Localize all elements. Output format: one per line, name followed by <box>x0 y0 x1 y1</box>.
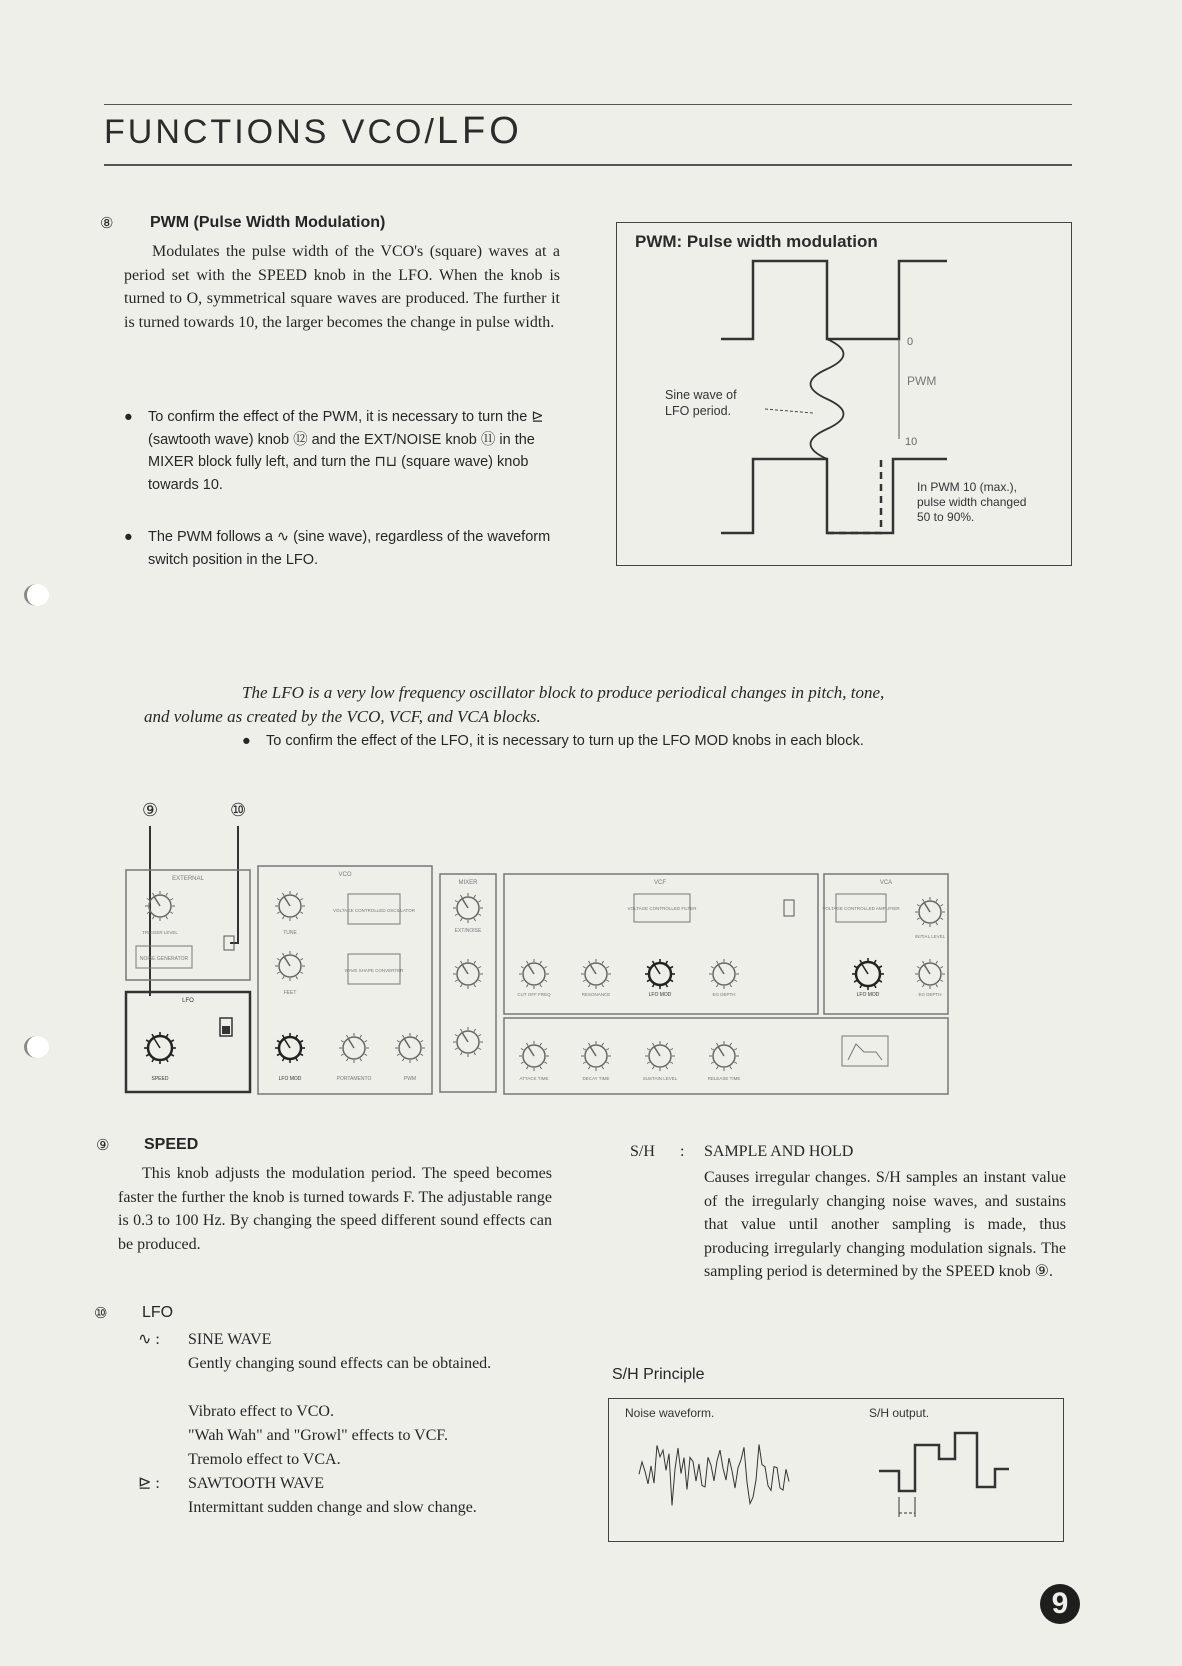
speed-text: This knob adjusts the modulation period. The speed becomes faster the further the knob is turned towards F. The adjustable range is 0.3 to 100 Hz. By changing the speed different sound effects can be produced. <box>118 1165 552 1253</box>
pwm-bullet-1: ● To confirm the effect of the PWM, it is necessary to turn the ⊵ (sawtooth wave) knob ⑫ and the EXT/NOISE knob ⑪ in the MIXER block fully left, and turn the ⊓⊔ (square wave) knob towards 10. <box>124 409 544 493</box>
saw-title: SAWTOOTH WAVE <box>188 1475 325 1492</box>
lfo-switch-handle[interactable] <box>222 1026 230 1034</box>
sh-colon: : <box>680 1143 685 1160</box>
initial-level-knob[interactable] <box>915 897 945 927</box>
sine-line-1: Gently changing sound effects can be obtained. <box>188 1355 492 1372</box>
vcf-eg-depth-knob[interactable] <box>709 959 739 989</box>
speed-label: SPEED <box>151 1076 169 1082</box>
header-rule-bottom <box>104 164 1072 166</box>
section-lfo: LFO <box>182 998 194 1004</box>
mixer-square-knob[interactable] <box>453 1027 483 1057</box>
external-block <box>126 870 250 980</box>
lfo-sine-wave <box>811 339 844 459</box>
speed-heading: SPEED <box>144 1136 199 1153</box>
vcf-switch[interactable] <box>784 900 794 916</box>
noise-waveform <box>639 1445 789 1506</box>
vcf-lfo-mod-label: LFO MOD <box>648 992 672 998</box>
vca-eg-depth-label: EG DEPTH <box>918 992 942 997</box>
binder-hole-bottom <box>24 1036 49 1058</box>
sine-line-4: Tremolo effect to VCA. <box>188 1451 341 1468</box>
decay-label: DECAY TIME <box>582 1076 610 1081</box>
resonance-knob[interactable] <box>581 959 611 989</box>
vcf-filter-label: VOLTAGE CONTROLLED FILTER <box>627 906 697 911</box>
vca-eg-depth-knob[interactable] <box>915 959 945 989</box>
sh-label: S/H <box>630 1143 655 1160</box>
vco-lfo-mod-knob[interactable] <box>275 1033 305 1063</box>
lower-square-wave <box>721 459 947 533</box>
sine-label-1: Sine wave of <box>665 388 737 402</box>
ext-noise-label: EXT/NOISE <box>454 928 482 934</box>
noise-gen-label: NOISE GENERATOR <box>139 956 189 962</box>
resonance-label: RESONANCE <box>581 992 611 997</box>
sine-line-3: "Wah Wah" and "Growl" effects to VCF. <box>188 1427 449 1444</box>
release-label: RELEASE TIME <box>707 1076 741 1081</box>
sh-principle-diagram <box>608 1398 1064 1542</box>
feet-label: FEET <box>283 990 297 996</box>
output-label: S/H output. <box>869 1406 930 1420</box>
tune-knob[interactable] <box>275 891 305 921</box>
cut-off-knob[interactable] <box>519 959 549 989</box>
trigger-level-label: TRIGGER LEVEL <box>142 930 178 935</box>
sine-symbol: ∿ : <box>138 1331 160 1348</box>
pwm-note-1: In PWM 10 (max.), <box>917 480 1018 494</box>
header-rule-top <box>104 104 1072 105</box>
pwm-scale-label: PWM <box>907 374 937 388</box>
section-mixer: MIXER <box>458 880 478 886</box>
vca-lfo-mod-label: LFO MOD <box>856 992 880 998</box>
vco-osc-label: VOLTAGE CONTROLLED OSCILLATOR <box>333 908 415 913</box>
section-external: EXTERNAL <box>172 876 204 882</box>
saw-symbol: ⊵ : <box>138 1475 160 1492</box>
pwm-knob-label: PWM <box>403 1076 417 1082</box>
vco-lfo-mod-label: LFO MOD <box>278 1076 302 1082</box>
lfo-number: ⑩ <box>94 1305 108 1322</box>
sine-label-leader <box>765 409 813 413</box>
callout-10-line <box>230 826 238 943</box>
wave-conv-label: WAVE SHAPE CONVERTER <box>344 968 404 973</box>
pwm-number: ⑧ <box>100 215 114 232</box>
callout-9: ⑨ <box>142 800 159 820</box>
binder-hole-top <box>24 584 49 606</box>
sustain-label: SUSTAIN LEVEL <box>642 1076 678 1081</box>
vcf-eg-depth-label: EG DEPTH <box>712 992 736 997</box>
vca-amp-label: VOLTAGE CONTROLLED AMPLIFIER <box>822 906 900 911</box>
max-width-dashed <box>827 459 881 533</box>
lfo-heading: LFO <box>142 1304 174 1321</box>
attack-knob[interactable] <box>519 1041 549 1071</box>
page-number-badge <box>1040 1584 1080 1624</box>
callout-10: ⑩ <box>230 800 247 820</box>
portamento-label: PORTAMENTO <box>336 1076 372 1082</box>
sine-title: SINE WAVE <box>188 1331 272 1348</box>
release-knob[interactable] <box>709 1041 739 1071</box>
pwm-knob[interactable] <box>395 1033 425 1063</box>
section-vca: VCA <box>879 880 893 886</box>
pwm-text: Modulates the pulse width of the VCO's (square) waves at a period set with the SPEED knob in the LFO. When the knob is turned to O, symmetrical square waves are produced. The further it is turned towards 10, the larger becomes the change in pulse width. <box>124 243 560 331</box>
lfo-intro-bullet: ● To confirm the effect of the LFO, it is necessary to turn up the LFO MOD knobs in each block. <box>242 733 864 749</box>
lfo-intro-line1: The LFO is a very low frequency oscillator block to produce periodical changes in pitch, tone, <box>242 683 885 702</box>
feet-knob[interactable] <box>275 951 305 981</box>
ext-noise-knob[interactable] <box>453 893 483 923</box>
pwm-note-2: pulse width changed <box>917 495 1027 509</box>
speed-knob[interactable] <box>144 1032 176 1064</box>
control-panel <box>120 808 1050 1098</box>
vcf-lfo-mod-knob[interactable] <box>645 959 675 989</box>
pwm-scale-10: 10 <box>905 436 918 448</box>
vca-lfo-mod-knob[interactable] <box>852 958 884 990</box>
speed-number: ⑨ <box>96 1137 110 1154</box>
sh-output-wave <box>879 1433 1009 1491</box>
pwm-diagram-title: PWM: Pulse width modulation <box>635 232 878 251</box>
eg-block <box>504 1018 948 1094</box>
sustain-knob[interactable] <box>645 1041 675 1071</box>
pwm-diagram <box>616 222 1072 566</box>
cut-off-label: CUT OFF FREQ <box>517 992 551 997</box>
attack-label: ATTACK TIME <box>519 1076 549 1081</box>
saw-text: Intermittant sudden change and slow change. <box>188 1499 477 1516</box>
portamento-knob[interactable] <box>339 1033 369 1063</box>
sine-label-2: LFO period. <box>665 404 732 418</box>
pwm-scale-0: 0 <box>907 336 914 348</box>
eg-display-box <box>842 1036 888 1066</box>
sh-text: Causes irregular changes. S/H samples an instant value of the irregularly changing noise waves, and sustains that value until another sampling is made, thus producing irregularly changing modulation signals. The sampling period is determined by the SPEED knob ⑨. <box>704 1169 1066 1280</box>
initial-level-label: INITIAL LEVEL <box>914 934 946 939</box>
sine-line-2: Vibrato effect to VCO. <box>188 1403 334 1420</box>
sh-principle-title: S/H Principle <box>612 1366 705 1383</box>
page-title: FUNCTIONS VCO/LFO <box>104 110 523 152</box>
section-vcf: VCF <box>654 880 666 886</box>
lfo-block <box>126 992 250 1092</box>
page-number: 9 <box>1051 1587 1069 1620</box>
section-vco: VCO <box>338 872 352 878</box>
pwm-heading: PWM (Pulse Width Modulation) <box>150 214 386 231</box>
eg-envelope-shape <box>848 1044 882 1060</box>
sh-title: SAMPLE AND HOLD <box>704 1143 854 1160</box>
pwm-bullet-2: ● The PWM follows a ∿ (sine wave), regardless of the waveform switch position in the LFO. <box>124 529 551 568</box>
mixer-saw-knob[interactable] <box>453 959 483 989</box>
noise-label: Noise waveform. <box>625 1406 715 1420</box>
decay-knob[interactable] <box>581 1041 611 1071</box>
pwm-note-3: 50 to 90%. <box>917 510 975 524</box>
lfo-intro-line2: and volume as created by the VCO, VCF, and VCA blocks. <box>144 707 541 726</box>
tune-label: TUNE <box>283 930 297 936</box>
upper-square-wave <box>721 261 947 339</box>
